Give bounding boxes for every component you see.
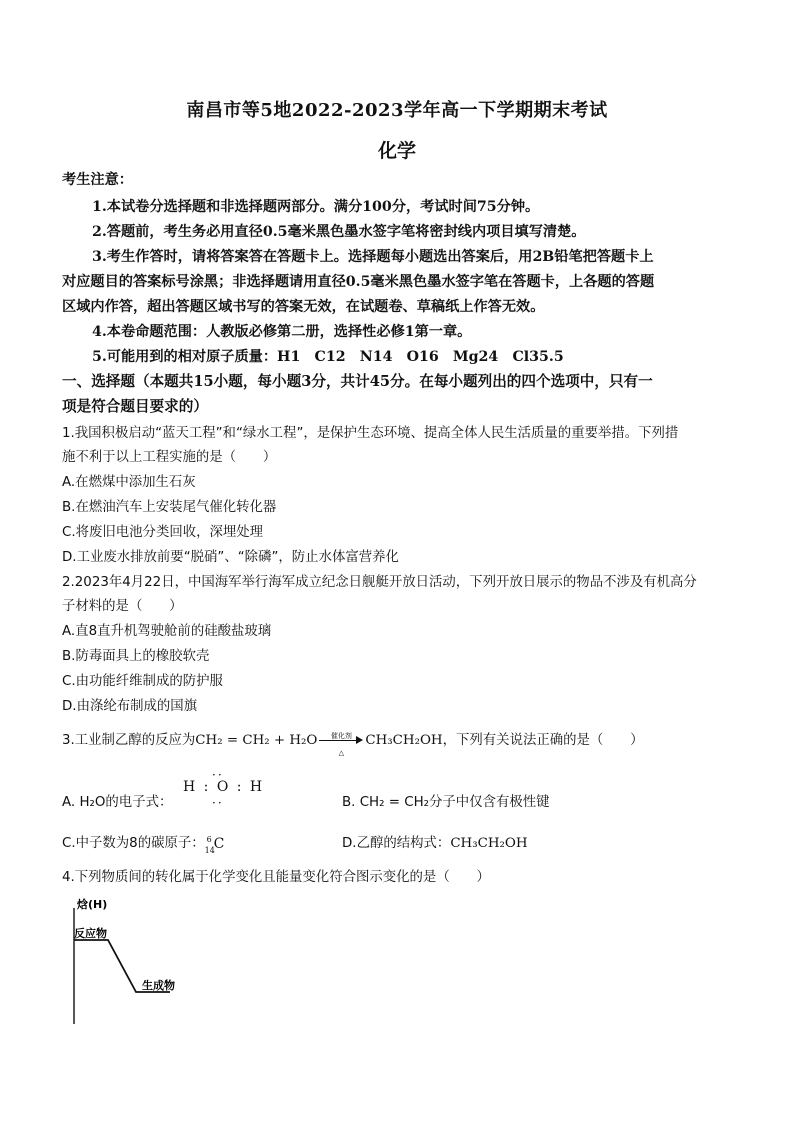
notice-item-3-cont1: 对应题目的答案标号涂黑；非选择题请用直径0.5毫米黑色墨水签字笔在答题卡，上各题的答题 (62, 274, 655, 290)
question-3-option-c (62, 834, 225, 854)
question-3-option-b: B. CH₂ = CH₂分子中仅含有极性键 (342, 795, 550, 810)
lewis-dots-bottom: ·· (212, 796, 224, 810)
ethanol-formula: CH₃CH₂OH (450, 836, 528, 851)
question-2-option-c: C.由功能纤维制成的防护服 (62, 674, 223, 689)
reactant-label: 反应物 (74, 927, 107, 940)
question-3-suffix: ，下列有关说法正确的是（ ） (442, 733, 644, 748)
exam-title: 南昌市等5地2022-2023学年高一下学期期末考试 (186, 100, 608, 121)
question-1-option-c: C.将废旧电池分类回收，深埋处理 (62, 525, 264, 540)
question-3-option-a-label: A. H₂O的电子式： (62, 795, 173, 810)
notice-heading: 考生注意： (62, 172, 133, 188)
reaction-left-side: CH₂ = CH₂ + H₂O (195, 733, 318, 748)
question-1-line2: 施不利于以上工程实施的是（ ） (62, 450, 277, 465)
catalyst-label: 催化剂 (330, 732, 352, 740)
reaction-arrow-icon (319, 732, 363, 757)
question-3-stem (62, 731, 644, 757)
isotope-symbol: C (213, 836, 225, 852)
product-label: 生成物 (142, 979, 175, 992)
reaction-right-side: CH₃CH₂OH (365, 733, 443, 748)
notice-item-3-cont2: 区域内作答，超出答题区域书写的答案无效，在试题卷、草稿纸上作答无效。 (62, 299, 545, 315)
notice-item-5: 5.可能用到的相对原子质量：H1 C12 N14 O16 Mg24 Cl35.5 (92, 349, 564, 365)
question-2-option-a: A.直8直升机驾驶舱前的硅酸盐玻璃 (62, 624, 272, 639)
exam-subject: 化学 (377, 140, 416, 162)
notice-item-2: 2.答题前，考生务必用直径0.5毫米黑色墨水签字笔将密封线内项目填写清楚。 (92, 224, 586, 240)
question-2-line1: 2.2023年4月22日，中国海军举行海军成立纪念日舰艇开放日活动，下列开放日展示的物品不涉及有机高分 (62, 575, 697, 590)
question-1-option-d: D.工业废水排放前要“脱硝”、“除磷”，防止水体富营养化 (62, 550, 399, 565)
question-2-option-d: D.由涤纶布制成的国旗 (62, 699, 198, 714)
lewis-dots-top: ·· (212, 768, 224, 782)
question-2-option-b: B.防毒面具上的橡胶软壳 (62, 649, 210, 664)
question-4-stem: 4.下列物质间的转化属于化学变化且能量变化符合图示变化的是（ ） (62, 870, 490, 885)
question-3-option-c-label: C.中子数为8的碳原子： (62, 836, 205, 851)
enthalpy-diagram (62, 894, 202, 1029)
question-3-prefix: 3.工业制乙醇的反应为 (62, 733, 196, 748)
question-3-option-d-label: D.乙醇的结构式： (342, 836, 451, 851)
notice-item-1: 1.本试卷分选择题和非选择题两部分。满分100分，考试时间75分钟。 (92, 199, 540, 215)
section-heading-line1: 一、选择题（本题共15小题，每小题3分，共计45分。在每小题列出的四个选项中，只有一 (62, 373, 653, 390)
notice-item-4: 4.本卷命题范围：人教版必修第二册，选择性必修1第一章。 (92, 324, 472, 340)
water-lewis-structure: H : O : H (183, 779, 265, 795)
isotope-mass-number: 6 (206, 835, 212, 844)
section-heading-line2: 项是符合题目要求的） (62, 398, 208, 415)
heat-label: △ (338, 749, 345, 757)
enthalpy-axis-label: 焓(H) (77, 898, 108, 911)
question-2-line2: 子材料的是（ ） (62, 599, 183, 614)
isotope-atomic-number: 14 (204, 846, 215, 855)
question-1-line1: 1.我国积极启动“蓝天工程”和“绿水工程”，是保护生态环境、提高全体人民生活质量的重要举措。下列措 (62, 426, 679, 441)
question-1-option-a: A.在燃煤中添加生石灰 (62, 475, 196, 490)
notice-item-3: 3.考生作答时，请将答案答在答题卡上。选择题每小题选出答案后，用2B铅笔把答题卡上 (92, 249, 654, 265)
question-1-option-b: B.在燃油汽车上安装尾气催化转化器 (62, 500, 277, 515)
question-3-option-d (342, 834, 528, 854)
carbon-isotope-notation (204, 834, 225, 855)
